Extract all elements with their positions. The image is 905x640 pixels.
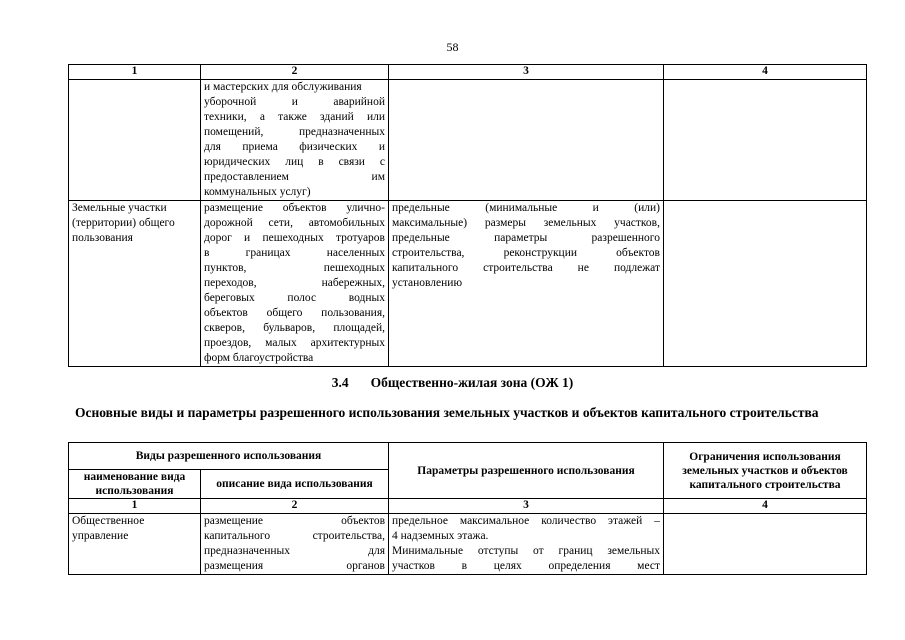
- page-number: 58: [446, 40, 459, 54]
- text-line: объектов общего пользования,: [204, 307, 385, 319]
- row1-col2-description: [201, 80, 389, 201]
- col-number-3: 3: [389, 499, 664, 514]
- table-row: [69, 514, 867, 575]
- text-line: капитального строительства не подлежат: [392, 262, 660, 274]
- header-group-uses: Виды разрешенного использования: [69, 443, 389, 470]
- row2-col1-name: [69, 201, 201, 367]
- column-number-row: [69, 65, 867, 80]
- row1-col3-parameters: [389, 514, 664, 575]
- section-number: 3.4: [331, 375, 349, 390]
- header-row: [69, 443, 867, 470]
- col-number-1: 1: [69, 499, 201, 514]
- col-number-2: 2: [201, 65, 389, 80]
- header-use-name: наименование вида использования: [69, 470, 201, 499]
- text-line: (территории) общего: [72, 217, 175, 229]
- row1-col3: [389, 80, 664, 201]
- header-use-description: описание вида использования: [201, 470, 389, 499]
- row2-col2-description: [201, 201, 389, 367]
- col-number-2: 2: [201, 499, 389, 514]
- section-heading: [0, 375, 905, 391]
- text-line: для приема физических и: [204, 141, 385, 153]
- row1-col4: [664, 80, 867, 201]
- text-line: пунктов, пешеходных: [204, 262, 385, 274]
- zoning-table-continued: [68, 64, 867, 367]
- table-row: [69, 201, 867, 367]
- row1-col1-name: [69, 514, 201, 575]
- row2-col3-parameters: [389, 201, 664, 367]
- text-line: размещение объектов улично-: [204, 202, 385, 214]
- text-line: Земельные участки: [72, 202, 167, 214]
- section-title: Общественно-жилая зона (ОЖ 1): [370, 375, 574, 390]
- text-line: проездов, малых архитектурных: [204, 337, 385, 349]
- col-number-3: 3: [389, 65, 664, 80]
- text-line: дорожной сети, автомобильных: [204, 217, 385, 229]
- header-parameters: Параметры разрешенного использования: [389, 443, 664, 499]
- text-line: переходов, набережных,: [204, 277, 385, 289]
- text-line: береговых полос водных: [204, 292, 385, 304]
- text-line: капитального строительства,: [204, 530, 385, 542]
- text-line: предоставлением им: [204, 171, 385, 183]
- text-line: установлению: [392, 277, 463, 289]
- text-line: юридических лиц в связи с: [204, 156, 385, 168]
- text-line: размещение объектов: [204, 515, 385, 527]
- zoning-table: [68, 442, 867, 575]
- text-line: предназначенных для: [204, 545, 385, 557]
- text-line: в границах населенных: [204, 247, 385, 259]
- text-line: Минимальные отступы от границ земельных: [392, 545, 660, 557]
- col-number-4: 4: [664, 65, 867, 80]
- row1-col1: [69, 80, 201, 201]
- header-restrictions: Ограничения использования земельных участков и объектов капитального строительства: [664, 443, 867, 499]
- text-line: участков в целях определения мест: [392, 560, 660, 572]
- row1-col4: [664, 514, 867, 575]
- text-line: скверов, бульваров, площадей,: [204, 322, 385, 334]
- text-line: дорог и пешеходных тротуаров: [204, 232, 385, 244]
- table-caption: Основные виды и параметры разрешенного использования земельных участков и объектов капитального строительства: [75, 405, 819, 420]
- text-line: 4 надземных этажа.: [392, 530, 489, 542]
- text-line: форм благоустройства: [204, 352, 314, 364]
- text-line: Общественное: [72, 515, 145, 527]
- text-line: пользования: [72, 232, 133, 244]
- text-line: помещений, предназначенных: [204, 126, 385, 138]
- text-line: и мастерских для обслуживания: [204, 81, 362, 93]
- column-number-row: [69, 499, 867, 514]
- text-line: уборочной и аварийной: [204, 96, 385, 108]
- table-row: [69, 80, 867, 201]
- text-line: предельные параметры разрешенного: [392, 232, 660, 244]
- row2-col4: [664, 201, 867, 367]
- row1-col2-description: [201, 514, 389, 575]
- text-line: коммунальных услуг): [204, 186, 311, 198]
- text-line: размещения органов: [204, 560, 385, 572]
- text-line: предельное максимальное количество этажей –: [392, 515, 660, 527]
- col-number-1: 1: [69, 65, 201, 80]
- text-line: управление: [72, 530, 129, 542]
- col-number-4: 4: [664, 499, 867, 514]
- text-line: предельные (минимальные и (или): [392, 202, 660, 214]
- text-line: строительства, реконструкции объектов: [392, 247, 660, 259]
- text-line: максимальные) размеры земельных участков,: [392, 217, 660, 229]
- text-line: техники, а также зданий или: [204, 111, 385, 123]
